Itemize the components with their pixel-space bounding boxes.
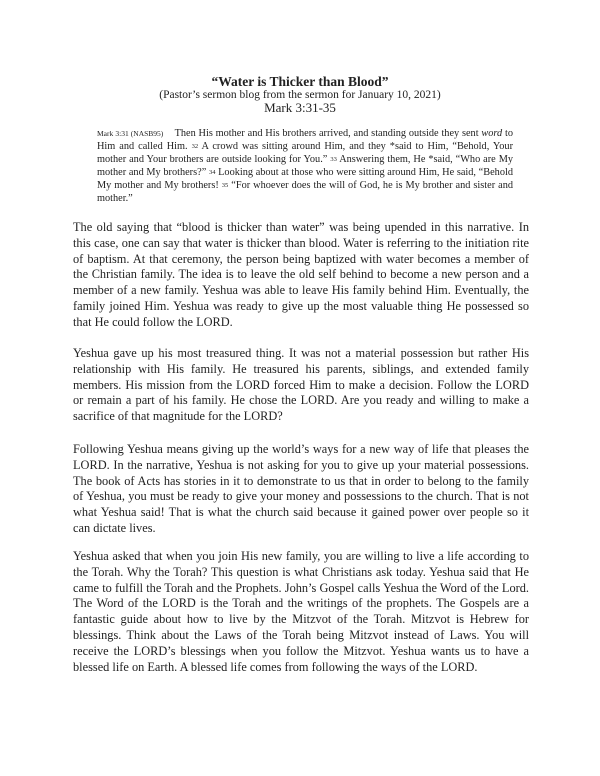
scripture-reference: Mark 3:31-35 [264,100,336,115]
verse-32-number: 32 [191,142,199,150]
verse-34: Looking about at those who were sitting around Him, He said, “Behold My mother and My brothers! [97,166,513,191]
verse-33-number: 33 [330,155,337,163]
paragraph-2: Yeshua gave up his most treasured thing. It was not a material possession but rather His relationship with His family. He treasured his parents, siblings, and extended family members. His mission from the LORD forced Him to make a decision. Follow the LORD or remain a part of his family. He chose the LORD. Are you ready and willing to make a sacrifice of that magnitude for the LORD? [73,346,529,424]
paragraph-1: The old saying that “blood is thicker than water” was being upended in this narrative. In this case, one can say that water is thicker than blood. Water is referring to the initiation rite of baptism. At that ceremony, the person being baptized with water becomes a member of the Christian family. The idea is to leave the old self behind to become a new person and a member of a new family. Yeshua was able to leave His family behind Him. Eventually, the family joined Him. Yeshua was ready to give up the most valuable thing He possessed so that He could follow the LORD. [73,220,529,329]
paragraph-4: Yeshua asked that when you join His new family, you are willing to live a life according to the Torah. Why the Torah? This question is what Christians ask today. Yeshua said that He came to fulfill the Torah and the Prophets. John’s Gospel calls Yeshua the Word of the Lord. The Word of the LORD is the Torah and the writings of the prophets. The Gospels are a fantastic guide about how to live by the Mitzvot of the Torah. Mitzvot is Hebrew for blessings. Think about the Laws of the Torah being Mitzvot instead of Laws. You will receive the LORD’s blessings when you follow the Mitzvot. Yeshua wants us to have a blessed life on Earth. A blessed life comes from following the ways of the LORD. [73,549,529,674]
verse-33: Answering them, He *said, “Who are My mother and My brothers?” [97,153,513,178]
verse-34-number: 34 [208,168,216,176]
sermon-title: “Water is Thicker than Blood” [211,74,389,89]
scripture-block [97,128,513,205]
sermon-subtitle: (Pastor’s sermon blog from the sermon for January 10, 2021) [159,89,441,101]
verse-32: A crowd was sitting around Him, and they *said to Him, “Behold, Your mother and Your brothers are outside looking for You.” [97,140,513,165]
verse-31-a: Then His mother and His brothers arrived, and standing outside they sent [174,128,482,139]
paragraph-3: Following Yeshua means giving up the world’s ways for a new way of life that pleases the LORD. In the narrative, Yeshua is not asking for you to give up your material possessions. The book of Acts has stories in it to demonstrate to us that in order to belong to the family of Yeshua, you must be ready to give your money and possessions to the church. That is not what Yeshua said! That is what the church said because it gained power over people so it can dictate lives. [73,442,529,535]
verse-35-number: 35 [221,181,229,189]
verse-31-italic-word: word [481,128,503,139]
scripture-citation: Mark 3:31 (NASB95) [97,129,164,138]
verse-35: “For whoever does the will of God, he is My brother and sister and mother.” [97,179,513,204]
verse-31-b: to Him and called Him. [97,128,513,152]
